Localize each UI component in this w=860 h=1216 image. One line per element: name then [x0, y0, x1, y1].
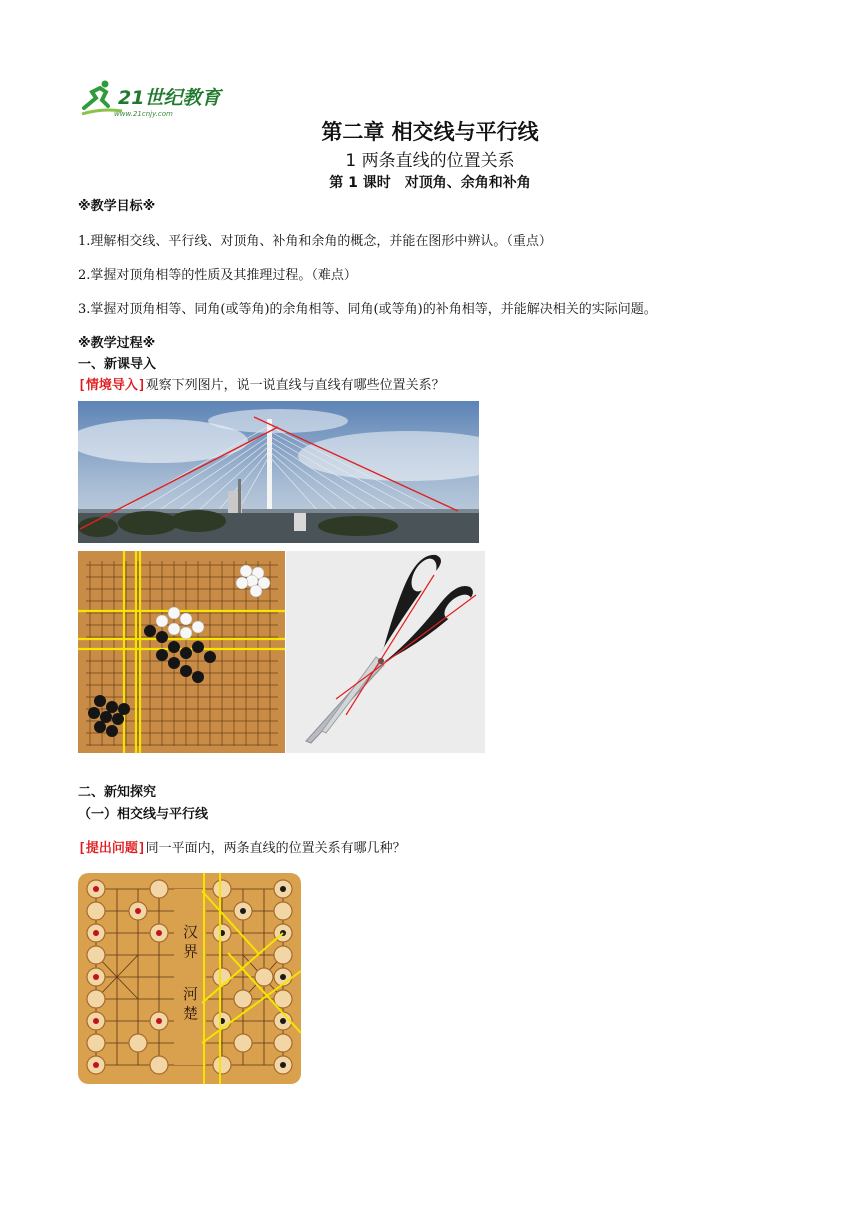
river-text-right: 河 楚 [181, 985, 199, 1021]
section-title: 1 两条直线的位置关系 [345, 151, 515, 171]
scenario-text: 观察下列图片，说一说直线与直线有哪些位置关系？ [145, 378, 445, 393]
process-heading: ※教学过程※ [78, 336, 156, 351]
lesson-title [0, 172, 860, 192]
scenario-tag: [情境导入] [78, 378, 146, 393]
lesson-name: 对顶角、余角和补角 [404, 175, 531, 191]
part1-title: 一、新课导入 [78, 357, 157, 372]
chapter-title: 第二章 相交线与平行线 [321, 120, 539, 144]
question-text: 同一平面内，两条直线的位置关系有哪几种？ [145, 841, 406, 856]
objective-item-3: 3.掌握对顶角相等、同角(或等角)的余角相等、同角(或等角)的补角相等，并能解决相关的实际问题。 [78, 302, 657, 317]
go-board-photo [78, 551, 285, 753]
part2-subtitle: （一）相交线与平行线 [78, 807, 209, 822]
logo-main-text: 21世纪教育 [118, 87, 221, 109]
part2-title: 二、新知探究 [78, 785, 157, 800]
question-tag: [提出问题] [78, 841, 146, 856]
scenario-intro [78, 374, 445, 393]
bridge-photo [78, 401, 479, 543]
objective-item-1: 1.理解相交线、平行线、对顶角、补角和余角的概念，并能在图形中辨认。（重点） [78, 234, 552, 249]
logo-url-text: www.21cnjy.com [114, 110, 173, 118]
objective-item-2: 2.掌握对顶角相等的性质及其推理过程。（难点） [78, 268, 357, 283]
objectives-heading: ※教学目标※ [78, 199, 156, 214]
lesson-number: 第 1 课时 [329, 175, 391, 191]
scissors-photo [286, 551, 485, 753]
xiangqi-board-photo [78, 873, 301, 1084]
river-text-left: 汉 界 [181, 923, 199, 959]
question-intro [78, 837, 406, 856]
